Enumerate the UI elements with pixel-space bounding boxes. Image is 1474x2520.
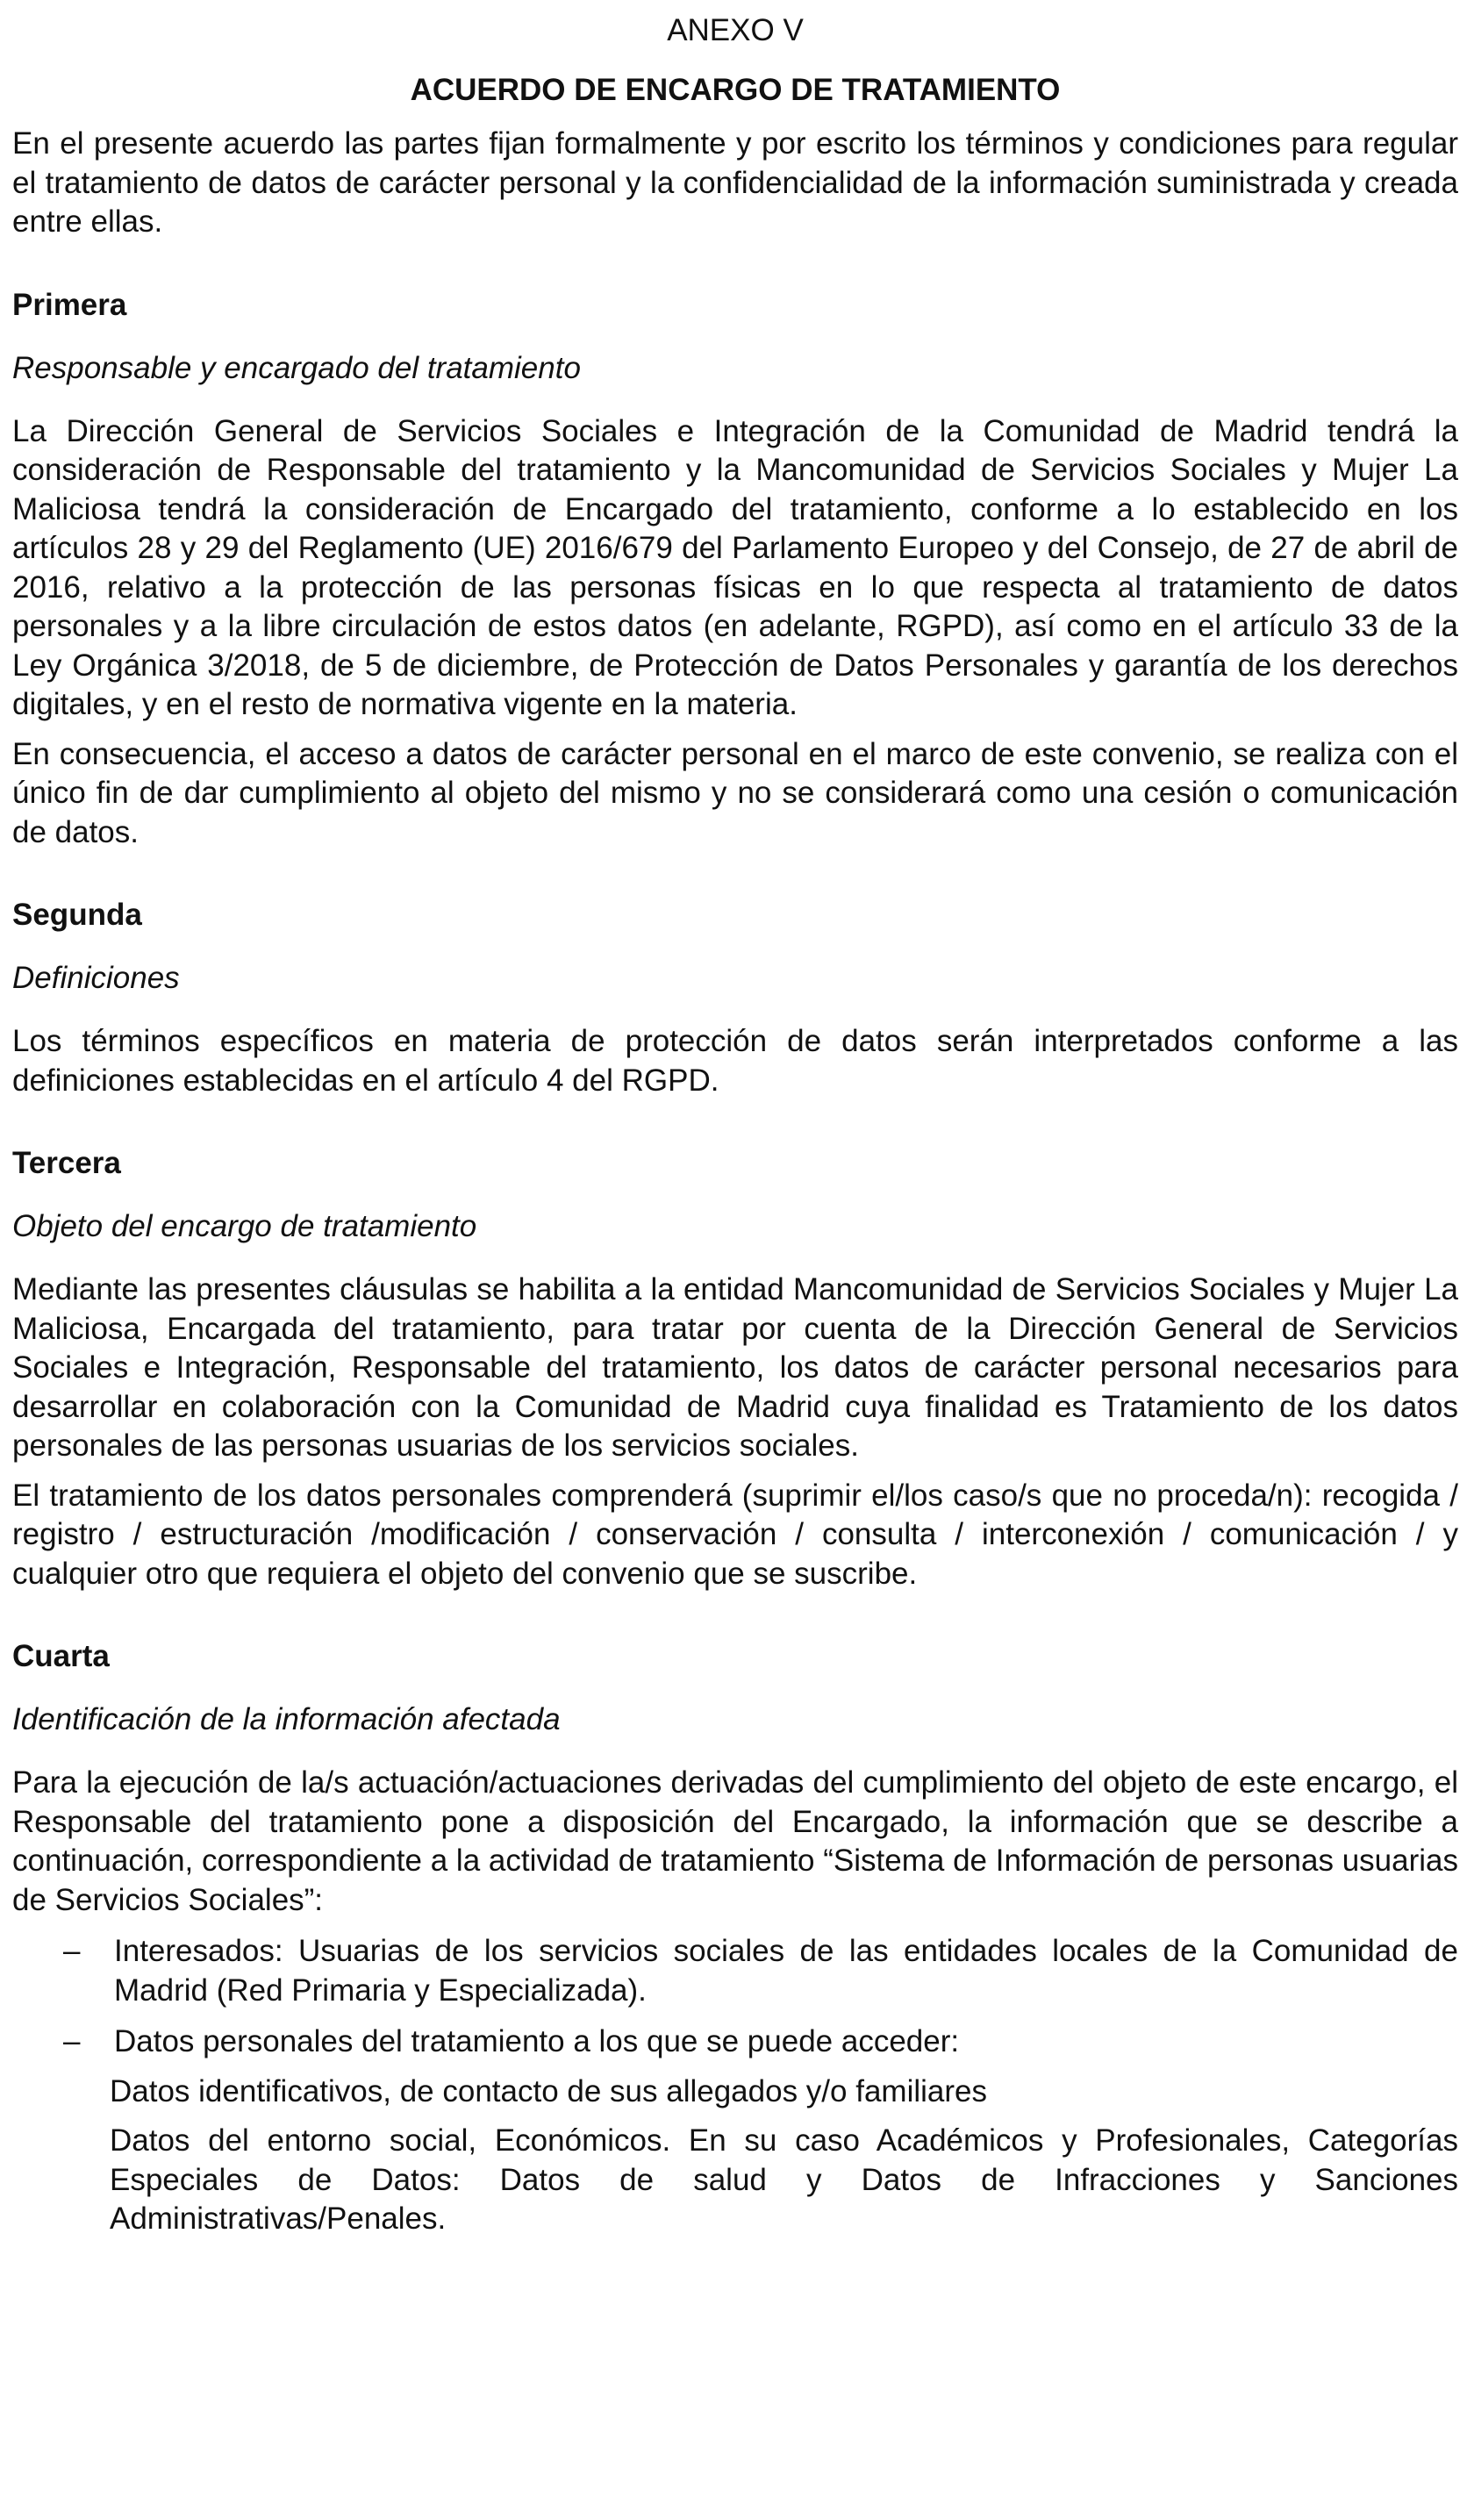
section-number: Tercera — [12, 1146, 121, 1180]
section-paragraph: En consecuencia, el acceso a datos de carácter personal en el marco de este convenio, se realiza con el único fin de dar cumplimiento al objeto del mismo y no se considerará como una cesión o comunicación de datos. — [12, 736, 1458, 849]
list-item-text: Interesados: Usuarias de los servicios sociales de las entidades locales de la Comunidad de Madrid (Red Primaria y Especializada). — [114, 1934, 1458, 2008]
sub-item: Datos del entorno social, Económicos. En su caso Académicos y Profesionales, Categorías Especiales de Datos: Datos de salud y Datos de Infracciones y Sanciones Administrativas/Penales. — [110, 2123, 1458, 2236]
section-tercera — [12, 1144, 1458, 1593]
list-item — [12, 2022, 1458, 2062]
sub-item: Datos identificativos, de contacto de sus allegados y/o familiares — [110, 2073, 987, 2108]
section-segunda — [12, 896, 1458, 1100]
section-title: Identificación de la información afectada — [12, 1702, 561, 1736]
section-number: Cuarta — [12, 1639, 110, 1673]
section-cuarta — [12, 1637, 1458, 2239]
section-paragraph: Para la ejecución de la/s actuación/actuaciones derivadas del cumplimiento del objeto de este encargo, el Responsable del tratamiento pone a disposición del Encargado, la información que se describe a continuación, correspondiente a la actividad de tratamiento “Sistema de Información de personas usuarias de Servicios Sociales”: — [12, 1765, 1458, 1917]
list-item-text: Datos personales del tratamiento a los que se puede acceder: — [114, 2024, 960, 2058]
section-number: Primera — [12, 287, 127, 322]
section-paragraph: Los términos específicos en materia de protección de datos serán interpretados conforme a las definiciones establecidas en el artículo 4 del RGPD. — [12, 1024, 1458, 1098]
section-number: Segunda — [12, 898, 142, 932]
section-paragraph: La Dirección General de Servicios Sociales e Integración de la Comunidad de Madrid tendrá la consideración de Responsable del tratamiento y la Mancomunidad de Servicios Sociales y Mujer La Maliciosa tendrá la consideración de Encargado del tratamiento, conforme a lo establecido en los artículos 28 y 29 del Reglamento (UE) 2016/679 del Parlamento Europeo y del Consejo, de 27 de abril de 2016, relativo a la protección de las personas físicas en lo que respecta al tratamiento de datos personales y a la libre circulación de estos datos (en adelante, RGPD), así como en el artículo 33 de la Ley Orgánica 3/2018, de 5 de diciembre, de Protección de Datos Personales y garantía de los derechos digitales, y en el resto de normativa vigente en la materia. — [12, 413, 1458, 721]
dash-bullet: – — [63, 2024, 81, 2058]
section-title: Definiciones — [12, 961, 180, 995]
dash-bullet: – — [63, 1934, 81, 1968]
annex-label: ANEXO V — [667, 13, 804, 47]
document-page — [12, 0, 1458, 2239]
section-title: Responsable y encargado del tratamiento — [12, 350, 581, 385]
section-primera — [12, 286, 1458, 853]
list-item — [12, 1932, 1458, 2010]
section-title: Objeto del encargo de tratamiento — [12, 1209, 477, 1243]
intro-paragraph: En el presente acuerdo las partes fijan formalmente y por escrito los términos y condiciones para regular el tratamiento de datos de carácter personal y la confidencialidad de la información suministrada y creada entre ellas. — [12, 126, 1458, 239]
section-paragraph: Mediante las presentes cláusulas se habilita a la entidad Mancomunidad de Servicios Sociales y Mujer La Maliciosa, Encargada del tratamiento, para tratar por cuenta de la Dirección General de Servicios Sociales e Integración, Responsable del tratamiento, los datos de carácter personal necesarios para desarrollar en colaboración con la Comunidad de Madrid cuya finalidad es Tratamiento de los datos personales de las personas usuarias de los servicios sociales. — [12, 1272, 1458, 1463]
document-title: ACUERDO DE ENCARGO DE TRATAMIENTO — [410, 73, 1061, 107]
section-paragraph: El tratamiento de los datos personales comprenderá (suprimir el/los caso/s que no proceda/n): recogida / registro / estructuración /modificación / conservación / consulta / interconexión / comunicación / y cualquier otro que requiera el objeto del convenio que se suscribe. — [12, 1478, 1458, 1591]
